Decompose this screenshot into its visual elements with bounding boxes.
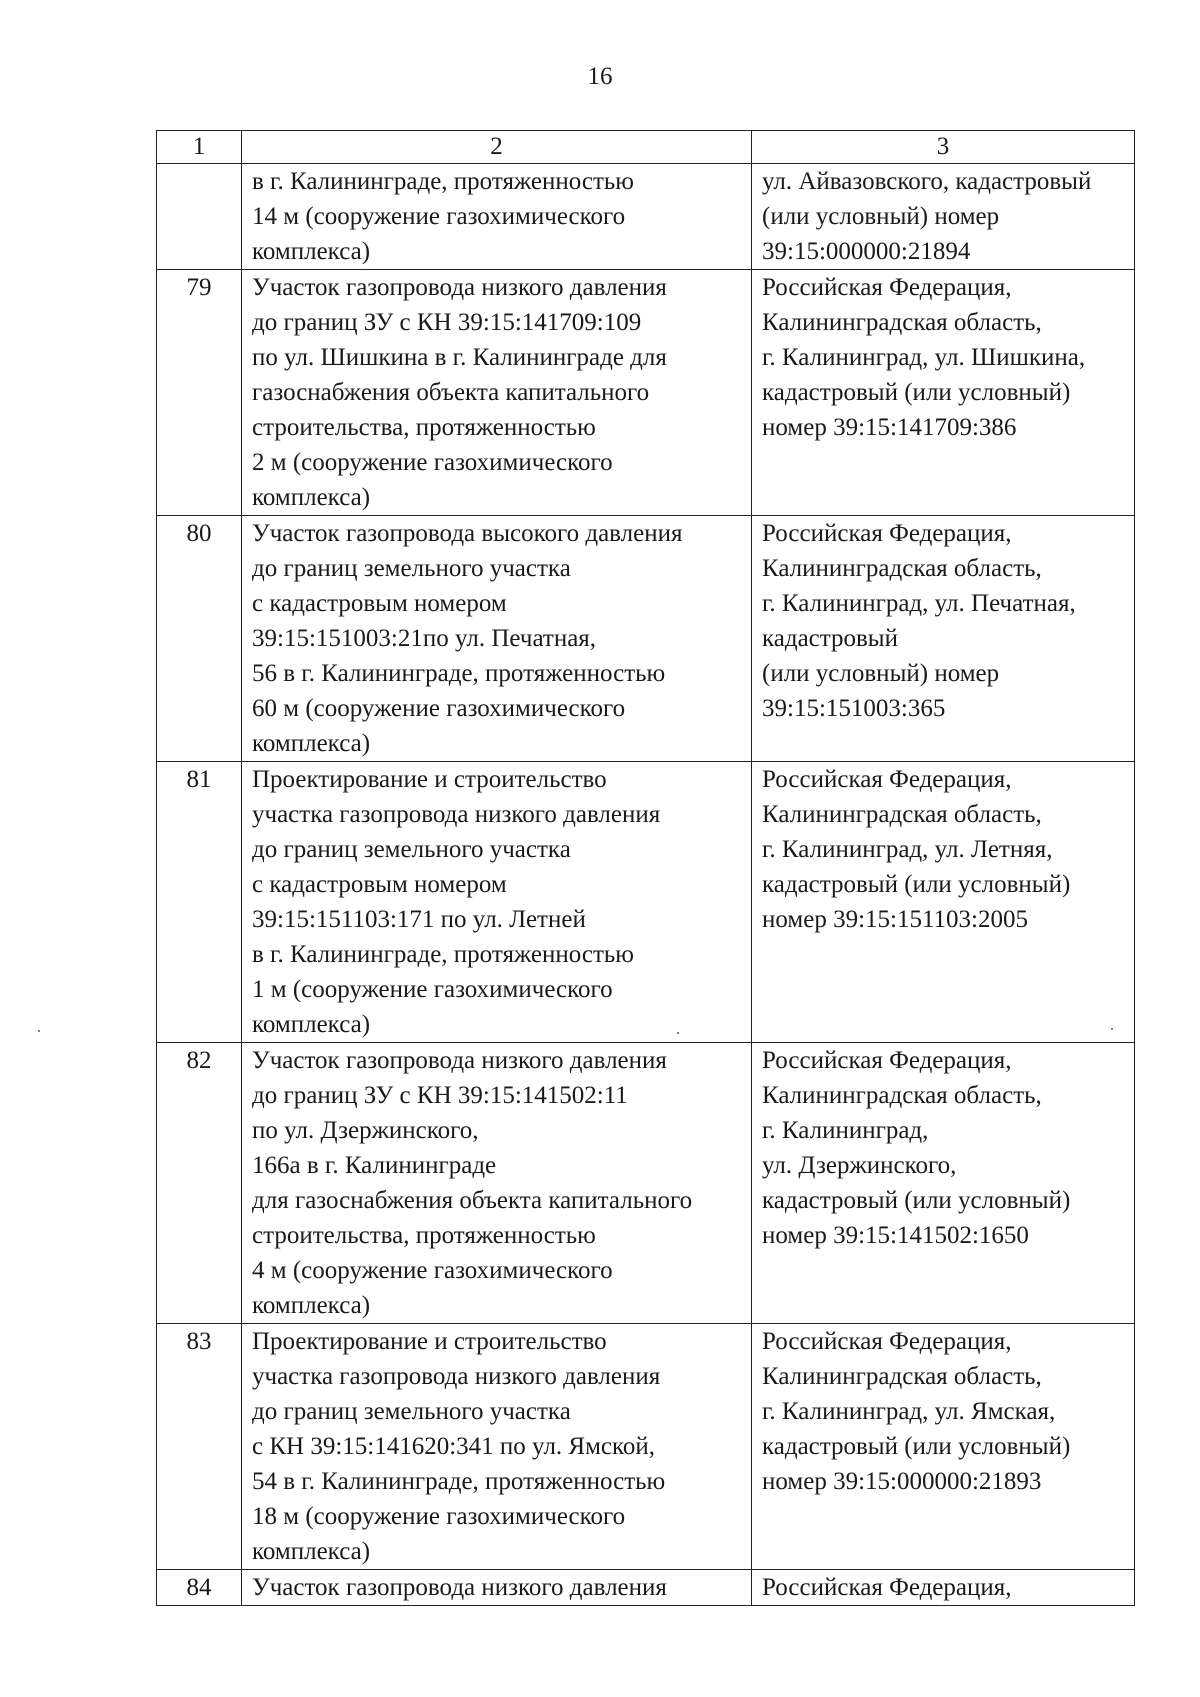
object-description-line: комплекса)	[252, 484, 371, 511]
object-description-line: до границ земельного участка	[252, 836, 571, 863]
object-description-cell	[242, 516, 752, 762]
location-line: Российская Федерация,	[762, 1328, 1012, 1355]
location-line: г. Калининград,	[762, 1117, 929, 1144]
location-line: 39:15:151003:365	[762, 695, 946, 722]
object-description-line: до границ земельного участка	[252, 555, 571, 582]
object-description-cell	[242, 1043, 752, 1324]
table-row	[157, 1324, 1135, 1570]
object-description-line: с кадастровым номером	[252, 590, 507, 617]
object-description-line: 166а в г. Калининграде	[252, 1152, 497, 1179]
object-description-line: до границ земельного участка	[252, 1398, 571, 1425]
table-header-row	[157, 131, 1135, 164]
location-cell	[752, 516, 1135, 762]
row-number-cell	[157, 164, 242, 270]
object-description-line: участка газопровода низкого давления	[252, 1363, 661, 1390]
column-header-2: 2	[242, 131, 752, 164]
location-line: г. Калининград, ул. Печатная,	[762, 590, 1076, 617]
location-line: г. Калининград, ул. Летняя,	[762, 836, 1053, 863]
location-line: кадастровый (или условный)	[762, 379, 1071, 406]
column-header-1: 1	[157, 131, 242, 164]
row-number-cell: 80	[157, 516, 242, 762]
location-cell	[752, 762, 1135, 1043]
scan-speck	[677, 1032, 679, 1034]
object-description-line: по ул. Дзержинского,	[252, 1117, 479, 1144]
object-description-cell	[242, 1324, 752, 1570]
object-description-line: 39:15:151003:21по ул. Печатная,	[252, 625, 597, 652]
table-row	[157, 762, 1135, 1043]
location-line: Российская Федерация,	[762, 1047, 1012, 1074]
object-description-line: комплекса)	[252, 1292, 371, 1319]
object-description-line: 14 м (сооружение газохимического	[252, 203, 626, 230]
location-line: кадастровый (или условный)	[762, 1187, 1071, 1214]
object-description-line: 4 м (сооружение газохимического	[252, 1257, 613, 1284]
gas-pipeline-table	[156, 130, 1135, 1606]
scan-speck	[38, 1030, 40, 1032]
table-row	[157, 1043, 1135, 1324]
object-description-line: Проектирование и строительство	[252, 1328, 607, 1355]
scan-speck	[1111, 1028, 1113, 1030]
object-description-line: 2 м (сооружение газохимического	[252, 449, 613, 476]
object-description-cell	[242, 1570, 752, 1606]
location-line: г. Калининград, ул. Ямская,	[762, 1398, 1056, 1425]
object-description-line: комплекса)	[252, 1011, 371, 1038]
object-description-cell	[242, 164, 752, 270]
location-cell	[752, 164, 1135, 270]
location-line: кадастровый (или условный)	[762, 1433, 1071, 1460]
object-description-line: 18 м (сооружение газохимического	[252, 1503, 626, 1530]
location-line: номер 39:15:151103:2005	[762, 906, 1028, 933]
row-number-cell: 79	[157, 270, 242, 516]
location-line: номер 39:15:000000:21893	[762, 1468, 1042, 1495]
location-line: Российская Федерация,	[762, 1574, 1012, 1601]
page-number: 16	[587, 63, 613, 90]
location-line: Калининградская область,	[762, 309, 1042, 336]
location-line: ул. Айвазовского, кадастровый	[762, 168, 1092, 195]
object-description-line: Проектирование и строительство	[252, 766, 607, 793]
location-cell	[752, 270, 1135, 516]
location-cell	[752, 1570, 1135, 1606]
object-description-line: строительства, протяженностью	[252, 1222, 596, 1249]
table-row	[157, 164, 1135, 270]
object-description-line: по ул. Шишкина в г. Калининграде для	[252, 344, 667, 371]
object-description-line: в г. Калининграде, протяженностью	[252, 168, 634, 195]
location-line: (или условный) номер	[762, 660, 1000, 687]
column-header-3: 3	[752, 131, 1135, 164]
object-description-cell	[242, 762, 752, 1043]
location-line: Калининградская область,	[762, 555, 1042, 582]
table-body	[157, 164, 1135, 1606]
object-description-cell	[242, 270, 752, 516]
object-description-line: 39:15:151103:171 по ул. Летней	[252, 906, 586, 933]
object-description-line: участка газопровода низкого давления	[252, 801, 661, 828]
location-line: Калининградская область,	[762, 1363, 1042, 1390]
table-row	[157, 1570, 1135, 1606]
location-line: кадастровый (или условный)	[762, 871, 1071, 898]
object-description-line: 56 в г. Калининграде, протяженностью	[252, 660, 666, 687]
object-description-line: до границ ЗУ с КН 39:15:141709:109	[252, 309, 642, 336]
location-line: г. Калининград, ул. Шишкина,	[762, 344, 1086, 371]
row-number-cell: 84	[157, 1570, 242, 1606]
location-line: (или условный) номер	[762, 203, 1000, 230]
object-description-line: с кадастровым номером	[252, 871, 507, 898]
table-row	[157, 270, 1135, 516]
location-cell	[752, 1043, 1135, 1324]
object-description-line: Участок газопровода низкого давления	[252, 274, 667, 301]
location-line: кадастровый	[762, 625, 898, 652]
object-description-line: газоснабжения объекта капитального	[252, 379, 650, 406]
location-cell	[752, 1324, 1135, 1570]
object-description-line: комплекса)	[252, 238, 371, 265]
location-line: номер 39:15:141709:386	[762, 414, 1017, 441]
object-description-line: в г. Калининграде, протяженностью	[252, 941, 634, 968]
location-line: номер 39:15:141502:1650	[762, 1222, 1029, 1249]
location-line: Калининградская область,	[762, 801, 1042, 828]
object-description-line: Участок газопровода низкого давления	[252, 1574, 667, 1601]
location-line: Калининградская область,	[762, 1082, 1042, 1109]
row-number-cell: 81	[157, 762, 242, 1043]
object-description-line: строительства, протяженностью	[252, 414, 596, 441]
object-description-line: комплекса)	[252, 1538, 371, 1565]
object-description-line: 60 м (сооружение газохимического	[252, 695, 626, 722]
object-description-line: 54 в г. Калининграде, протяженностью	[252, 1468, 666, 1495]
location-line: Российская Федерация,	[762, 766, 1012, 793]
location-line: Российская Федерация,	[762, 520, 1012, 547]
object-description-line: Участок газопровода низкого давления	[252, 1047, 667, 1074]
object-description-line: с КН 39:15:141620:341 по ул. Ямской,	[252, 1433, 656, 1460]
location-line: 39:15:000000:21894	[762, 238, 971, 265]
object-description-line: для газоснабжения объекта капитального	[252, 1187, 693, 1214]
row-number-cell: 83	[157, 1324, 242, 1570]
object-description-line: 1 м (сооружение газохимического	[252, 976, 613, 1003]
object-description-line: до границ ЗУ с КН 39:15:141502:11	[252, 1082, 628, 1109]
location-line: Российская Федерация,	[762, 274, 1012, 301]
table-row	[157, 516, 1135, 762]
object-description-line: Участок газопровода высокого давления	[252, 520, 683, 547]
object-description-line: комплекса)	[252, 730, 371, 757]
location-line: ул. Дзержинского,	[762, 1152, 957, 1179]
row-number-cell: 82	[157, 1043, 242, 1324]
